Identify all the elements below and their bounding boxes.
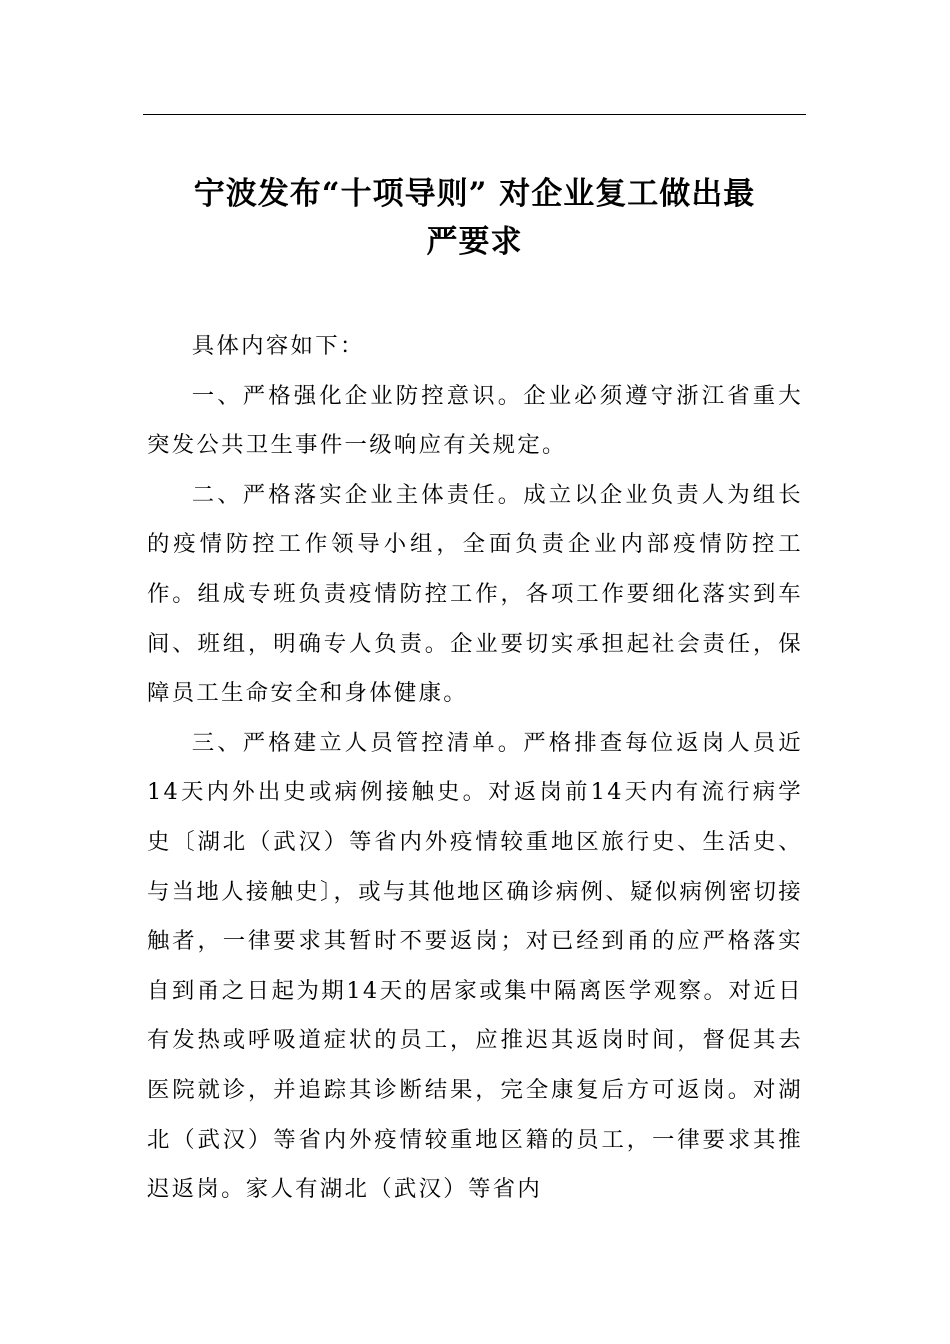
document-body	[147, 322, 803, 1215]
paragraph-item-3: 三、严格建立人员管控清单。严格排查每位返岗人员近14天内外出史或病例接触史。对返岗前14天内有流行病学史〔湖北（武汉）等省内外疫情较重地区旅行史、生活史、与当地人接触史〕，或与其他地区确诊病例、疑似病例密切接触者，一律要求其暂时不要返岗；对已经到甬的应严格落实自到甬之日起为期14天的居家或集中隔离医学观察。对近日有发热或呼吸道症状的员工，应推迟其返岗时间，督促其去医院就诊，并追踪其诊断结果，完全康复后方可返岗。对湖北（武汉）等省内外疫情较重地区籍的员工，一律要求其推迟返岗。家人有湖北（武汉）等省内	[147, 729, 803, 1203]
title-line-2: 严要求	[426, 224, 523, 260]
header-rule	[143, 114, 806, 115]
document-title	[143, 170, 806, 266]
title-line-1: 宁波发布“十项导则” 对企业复工做出最	[193, 176, 756, 212]
paragraph-item-2: 二、严格落实企业主体责任。成立以企业负责人为组长的疫情防控工作领导小组，全面负责企业内部疫情防控工作。组成专班负责疫情防控工作，各项工作要细化落实到车间、班组，明确专人负责。企业要切实承担起社会责任，保障员工生命安全和身体健康。	[147, 481, 803, 707]
paragraph-intro: 具体内容如下：	[191, 333, 365, 359]
paragraph-item-1: 一、严格强化企业防控意识。企业必须遵守浙江省重大突发公共卫生事件一级响应有关规定。	[147, 382, 803, 459]
